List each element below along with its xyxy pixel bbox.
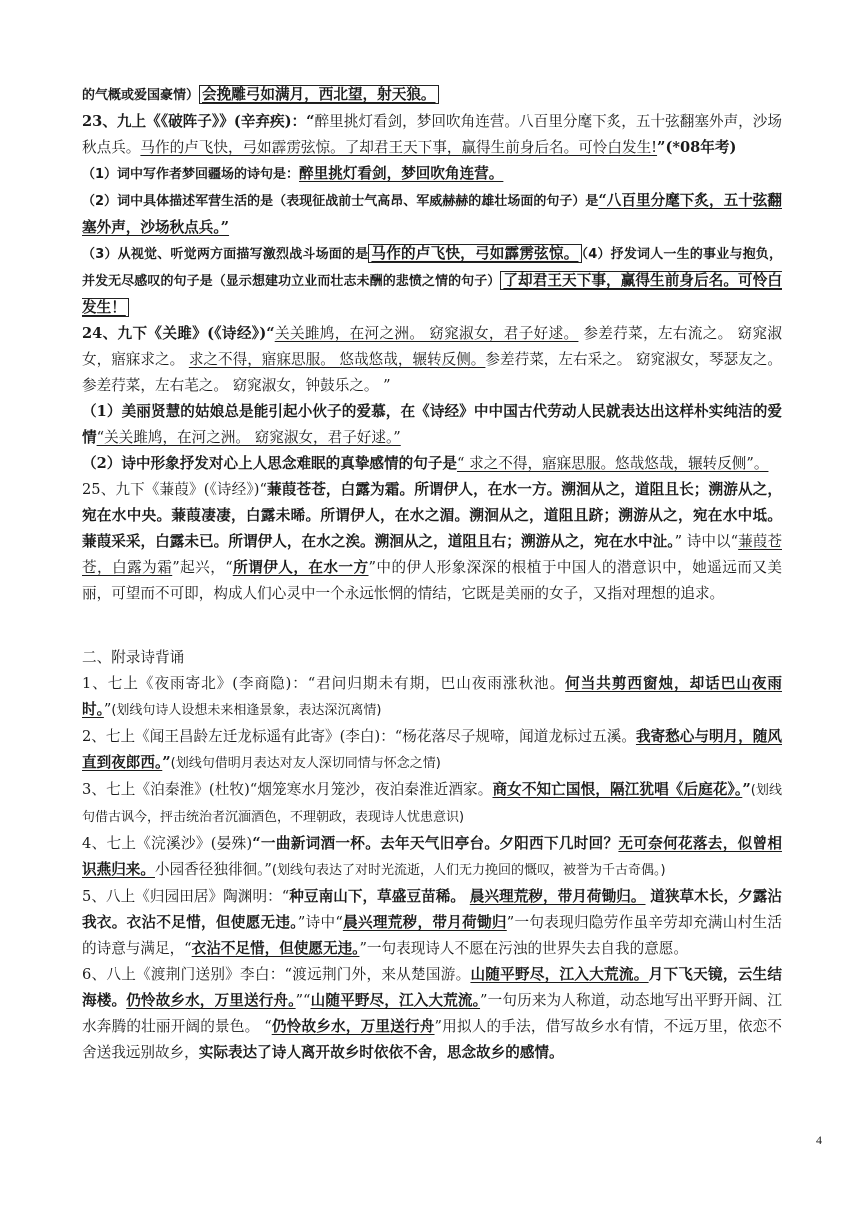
item-25: 25、九下《蒹葭》(《诗经》)“蒹葭苍苍，白露为霜。所谓伊人，在水一方。溯洄从之，道阻且长；溯游从之，宛在水中央。蒹葭凄凄，白露未晞。所谓伊人，在水之湄。溯洄从之，道阻且跻；溯游从之，宛在水中坻。蒹葭采采，白露未已。所谓伊人，在水之涘。溯洄从之，道阻且右；溯游从之，宛在水中沚。” 诗中以“蒹葭苍苍，白露为霜”起兴，“所谓伊人，在水一方”中的伊人形象深深的根植于中国人的潜意识中，她遥远而又美丽，可望而不可即，构成人们心灵中一个永远怅惘的情结，它既是美丽的女子，又指对理想的追求。 — [82, 481, 782, 602]
boxed-answer: 了却君王天下事，赢得生前身后名。可怜白发生！ — [82, 272, 782, 316]
item-23-q3: （3）从视觉、听觉两方面描写激烈战斗场面的是 马作的卢飞快，弓如霹雳弦惊。 （4）抒发词人一生的事业与抱负，并发无尽感叹的句子是（显示想建功立业而壮志未酬的悲愤之情的句子） 了却君王天下事，赢得生前身后名。可怜白发生！ — [82, 245, 783, 316]
poem-2: 2、七上《闻王昌龄左迁龙标遥有此寄》(李白)：“杨花落尽子规啼，闻道龙标过五溪。我寄愁心与明月，随风直到夜郎西。”(划线句借明月表达对友人深切同情与怀念之情) — [82, 728, 782, 771]
item-23: 23、九上《《破阵子》》(辛弃疾)：“醉里挑灯看剑，梦回吹角连营。八百里分麾下炙，五十弦翻塞外声，沙场秋点兵。马作的卢飞快，弓如霹雳弦惊。了却君王天下事，赢得生前身后名。可怜白发生!”(*08年考) — [82, 113, 782, 156]
document-page — [82, 82, 782, 1066]
poem-1: 1、七上《夜雨寄北》(李商隐)：“君问归期未有期，巴山夜雨涨秋池。何当共剪西窗烛，却话巴山夜雨时。”(划线句诗人设想未来相逢景象，表达深沉离情) — [82, 675, 782, 718]
section-title: 二、附录诗背诵 — [82, 649, 185, 666]
boxed-answer: 马作的卢飞快，弓如霹雳弦惊。 — [368, 244, 581, 263]
page-number: 4 — [816, 1133, 822, 1147]
line-continued: 的气概或爱国豪情） 会挽雕弓如满月，西北望，射天狼。 — [82, 82, 782, 109]
item-23-q1: （1）词中写作者梦回疆场的诗句是：醉里挑灯看剑，梦回吹角连营。 — [82, 165, 504, 182]
poem-3: 3、七上《泊秦淮》(杜牧)“烟笼寒水月笼沙，夜泊秦淮近酒家。商女不知亡国恨，隔江犹唱《后庭花》。”(划线句借古讽今，抨击统治者沉湎酒色，不理朝政，表现诗人忧患意识) — [82, 781, 783, 825]
item-24-q2: （2）诗中形象抒发对心上人思念难眠的真挚感情的句子是“ 求之不得，寤寐思服。悠哉悠哉，辗转反侧”。 — [82, 455, 769, 472]
section-gap — [82, 607, 782, 645]
poem-6: 6、八上《渡荆门送别》李白：“渡远荆门外，来从楚国游。山随平野尽，江入大荒流。月下飞天镜，云生结海楼。仍怜故乡水，万里送行舟。”“山随平野尽，江入大荒流。”一句历来为人称道，动态地写出平野开阔、江水奔腾的壮丽开阔的景色。 “仍怜故乡水，万里送行舟”用拟人的手法，借写故乡水有情，不远万里，依恋不舍送我远别故乡，实际表达了诗人离开故乡时依依不舍，思念故乡的感情。 — [82, 966, 783, 1061]
item-23-q2: （2）词中具体描述军营生活的是（表现征战前士气高昂、军威赫赫的雄壮场面的句子）是“八百里分麾下炙，五十弦翻塞外声，沙场秋点兵。” — [82, 192, 782, 236]
boxed-answer: 会挽雕弓如满月，西北望，射天狼。 — [199, 85, 439, 104]
item-24: 24、九下《关雎》(《诗经》)“关关雎鸠，在河之洲。 窈窕淑女，君子好逑。 参差荇菜，左右流之。 窈窕淑女，寤寐求之。 求之不得，寤寐思服。 悠哉悠哉，辗转反侧。参差荇菜，左右采之。 窈窕淑女，琴瑟友之。 参差荇菜，左右芼之。 窈窕淑女，钟鼓乐之。 ” — [82, 325, 782, 394]
poem-4: 4、七上《浣溪沙》(晏殊)“一曲新词酒一杯。去年天气旧亭台。夕阳西下几时回？无可奈何花落去，似曾相识燕归来。小园香径独徘徊。”(划线句表达了对时光流逝，人们无力挽回的慨叹，被誉为千古奇偶。) — [82, 835, 782, 878]
poem-5: 5、八上《归园田居》陶渊明：“种豆南山下，草盛豆苗稀。 晨兴理荒秽，带月荷锄归。 道狭草木长，夕露沾我衣。衣沾不足惜，但使愿无违。”诗中“晨兴理荒秽，带月荷锄归”一句表现归隐劳作虽辛劳却充满山村生活的诗意与满足，“衣沾不足惜，但使愿无违。”一句表现诗人不愿在污浊的世界失去自我的意愿。 — [82, 888, 783, 957]
item-24-q1: （1）美丽贤慧的姑娘总是能引起小伙子的爱慕，在《诗经》中中国古代劳动人民就表达出这样朴实纯洁的爱情“关关雎鸠，在河之洲。 窈窕淑女，君子好逑。” — [82, 403, 782, 446]
